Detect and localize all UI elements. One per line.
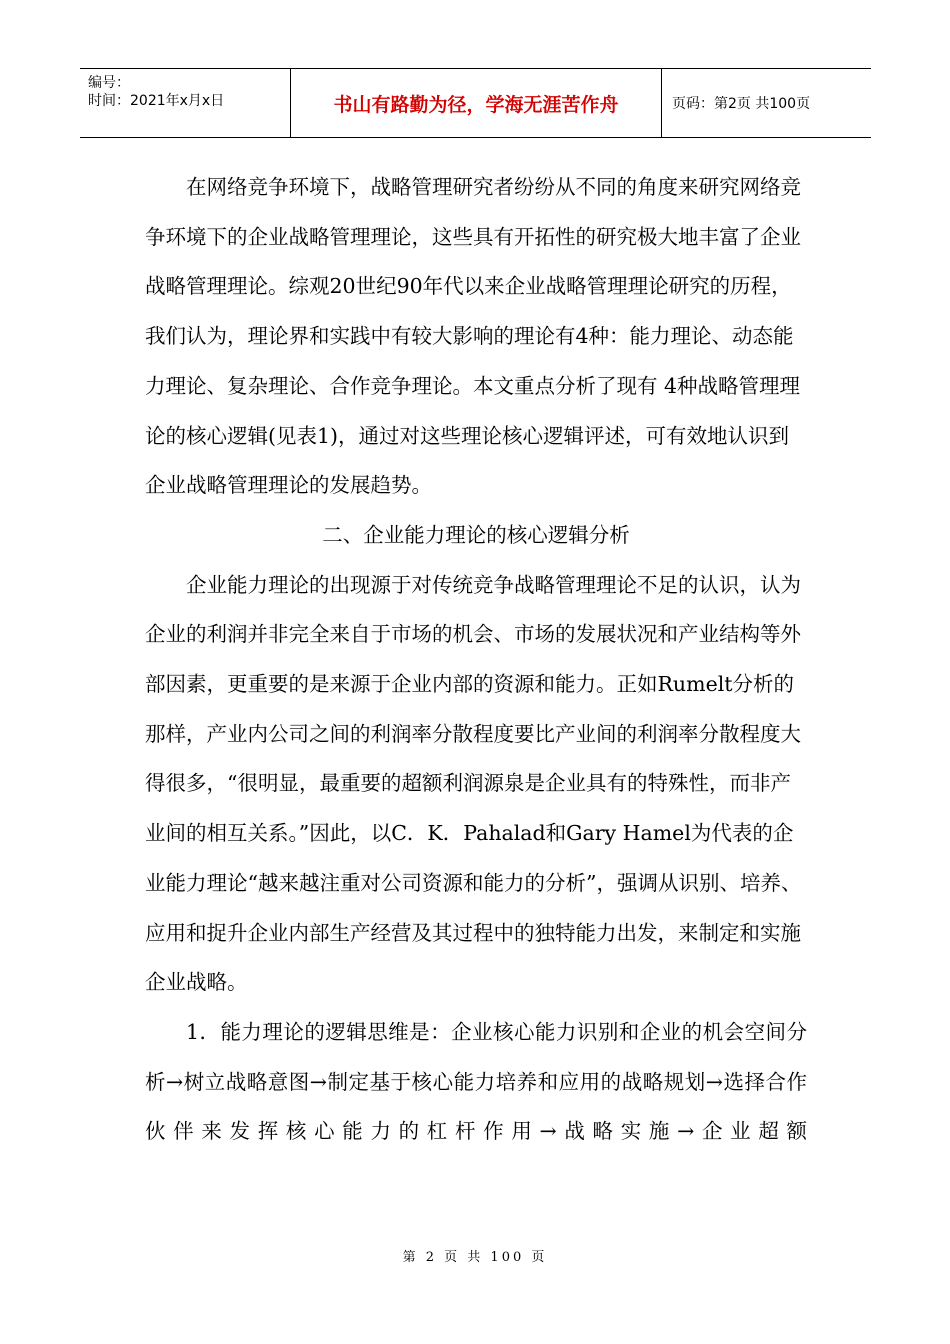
page-footer: 第 2 页 共 100 页 [402,1250,548,1265]
header-info [80,69,291,137]
header-motto: 书山有路勤为径，学海无涯苦作舟 [291,69,662,137]
page-header [80,68,871,138]
document-body [145,163,807,1157]
section-heading: 二、企业能力理论的核心逻辑分析 [322,522,630,547]
paragraph-capability-theory: 企业能力理论的出现源于对传统竞争战略管理理论不足的认识，认为企业的利润并非完全来自于市场的机会、市场的发展状况和产业结构等外部因素，更重要的是来源于企业内部的资源和能力。正如Rumelt分析的那样，产业内公司之间的利润率分散程度要比产业间的利润率分散程度大得很多，“很明显，最重要的超额利润源泉是企业具有的特殊性，而非产业间的相互关系。”因此，以C．K．Pahalad和Gary Hamel为代表的企业能力理论“越来越注重对公司资源和能力的分析”，强调从识别、培养、应用和捉升企业内部生产经营及其过程中的独特能力出发，来制定和实施企业战略。 [145,572,802,995]
time-label: 时间：2021年x月x日 [88,93,225,109]
number-label: 编号： [88,75,130,91]
header-page-code: 页码：第2页 共100页 [672,96,811,112]
paragraph-logic: 1．能力理论的逻辑思维是：企业核心能力识别和企业的机会空间分析→树立战略意图→制定基于核心能力培养和应用的战略规划→选择合作伙伴来发挥核心能力的杠杆作用→战略实施→企业超额 [145,1019,807,1144]
paragraph-intro: 在网络竞争环境下，战略管理研究者纷纷从不同的角度来研究网络竞争环境下的企业战略管理理论，这些具有开拓性的研究极大地丰富了企业战略管理理论。综观20世纪90年代以来企业战略管理理论研究的历程，我们认为，理论界和实践中有较大影响的理论有4种：能力理论、动态能力理论、复杂理论、合作竞争理论。本文重点分析了现有 4种战略管理理论的核心逻辑(见表1)，通过对这些理论核心逻辑评述，可有效地认识到企业战略管理理论的发展趋势。 [145,175,801,498]
